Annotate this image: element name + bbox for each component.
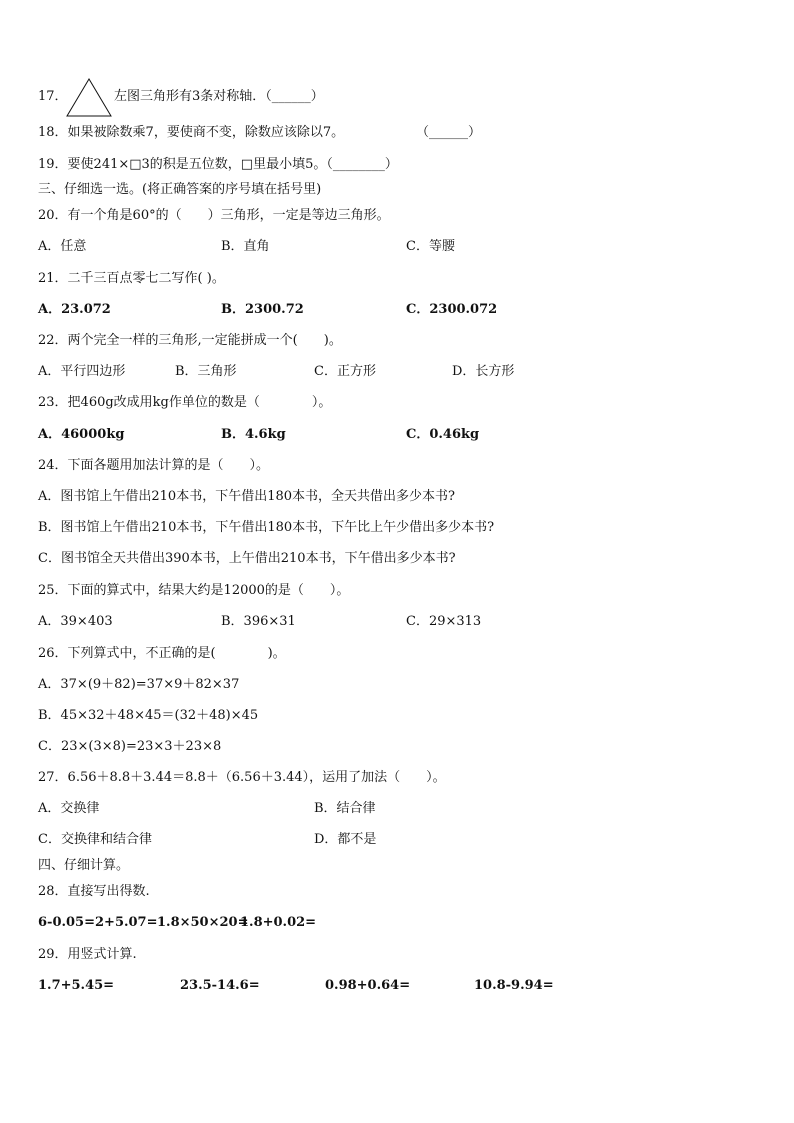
- q28-item-2: 2+5.07=: [95, 915, 158, 930]
- q22-option-b[interactable]: B．三角形: [175, 364, 237, 379]
- q28-item-4: 1.8+0.02=: [240, 915, 317, 930]
- q29-item-1: 1.7+5.45=: [38, 978, 115, 993]
- section3-heading: 三、仔细选一选。(将正确答案的序号填在括号里): [38, 182, 322, 197]
- q27-option-c[interactable]: C．交换律和结合律: [38, 832, 152, 847]
- q21-text: 21．二千三百点零七二写作( )。: [38, 271, 225, 286]
- q25-option-a[interactable]: A．39×403: [38, 614, 113, 629]
- q23-option-a[interactable]: A．46000kg: [38, 427, 125, 442]
- q29-item-4: 10.8-9.94=: [474, 978, 554, 993]
- q27-text: 27．6.56＋8.8＋3.44＝8.8＋（6.56＋3.44），运用了加法（ ）。: [38, 770, 446, 785]
- q20-option-a[interactable]: A．任意: [38, 239, 87, 254]
- q20-text: 20．有一个角是60°的（ ）三角形，一定是等边三角形。: [38, 208, 390, 223]
- q24-text: 24．下面各题用加法计算的是（ ）。: [38, 458, 270, 473]
- q27-option-a[interactable]: A．交换律: [38, 801, 100, 816]
- q22-option-c[interactable]: C．正方形: [314, 364, 376, 379]
- q28-item-3: 1.8×50×20=: [157, 915, 249, 930]
- q26-option-c[interactable]: C．23×(3×8)=23×3＋23×8: [38, 739, 222, 754]
- q25-option-c[interactable]: C．29×313: [406, 614, 482, 629]
- q25-text: 25．下面的算式中，结果大约是12000的是（ ）。: [38, 583, 350, 598]
- q29-item-2: 23.5-14.6=: [180, 978, 260, 993]
- q25-option-b[interactable]: B．396×31: [221, 614, 296, 629]
- q18-blank[interactable]: （______）: [416, 125, 482, 140]
- q29-text: 29．用竖式计算.: [38, 947, 137, 962]
- q22-option-a[interactable]: A．平行四边形: [38, 364, 126, 379]
- q21-option-b[interactable]: B．2300.72: [221, 302, 304, 317]
- q28-text: 28．直接写出得数.: [38, 884, 150, 899]
- q24-option-a[interactable]: A．图书馆上午借出210本书，下午借出180本书，全天共借出多少本书?: [38, 489, 455, 504]
- q26-text: 26．下列算式中，不正确的是( )。: [38, 646, 286, 661]
- q20-option-b[interactable]: B．直角: [221, 239, 270, 254]
- q27-option-d[interactable]: D．都不是: [314, 832, 377, 847]
- q18-text: 18．如果被除数乘7，要使商不变，除数应该除以7。: [38, 125, 345, 140]
- q20-option-c[interactable]: C．等腰: [406, 239, 455, 254]
- q26-option-b[interactable]: B．45×32＋48×45＝(32＋48)×45: [38, 708, 259, 723]
- q23-text: 23．把460g改成用kg作单位的数是（ ）。: [38, 395, 332, 410]
- section4-heading: 四、仔细计算。: [38, 858, 130, 873]
- q28-item-1: 6-0.05=: [38, 915, 95, 930]
- q23-option-b[interactable]: B．4.6kg: [221, 427, 286, 442]
- q29-item-3: 0.98+0.64=: [325, 978, 411, 993]
- q24-option-c[interactable]: C．图书馆全天共借出390本书，上午借出210本书，下午借出多少本书?: [38, 551, 456, 566]
- q19-text: 19．要使241×□3的积是五位数，□里最小填5。（________）: [38, 157, 398, 172]
- q17-number: 17．: [38, 89, 68, 104]
- q21-option-a[interactable]: A．23.072: [38, 302, 111, 317]
- q22-option-d[interactable]: D．长方形: [452, 364, 515, 379]
- q27-option-b[interactable]: B．结合律: [314, 801, 376, 816]
- q24-option-b[interactable]: B．图书馆上午借出210本书，下午借出180本书，下午比上午少借出多少本书?: [38, 520, 495, 535]
- q22-text: 22．两个完全一样的三角形,一定能拼成一个( )。: [38, 333, 342, 348]
- q23-option-c[interactable]: C．0.46kg: [406, 427, 480, 442]
- triangle-figure: [66, 78, 112, 118]
- q26-option-a[interactable]: A．37×(9＋82)=37×9＋82×37: [38, 677, 240, 692]
- q21-option-c[interactable]: C．2300.072: [406, 302, 498, 317]
- q17-text: 左图三角形有3条对称轴．（______）: [114, 89, 324, 104]
